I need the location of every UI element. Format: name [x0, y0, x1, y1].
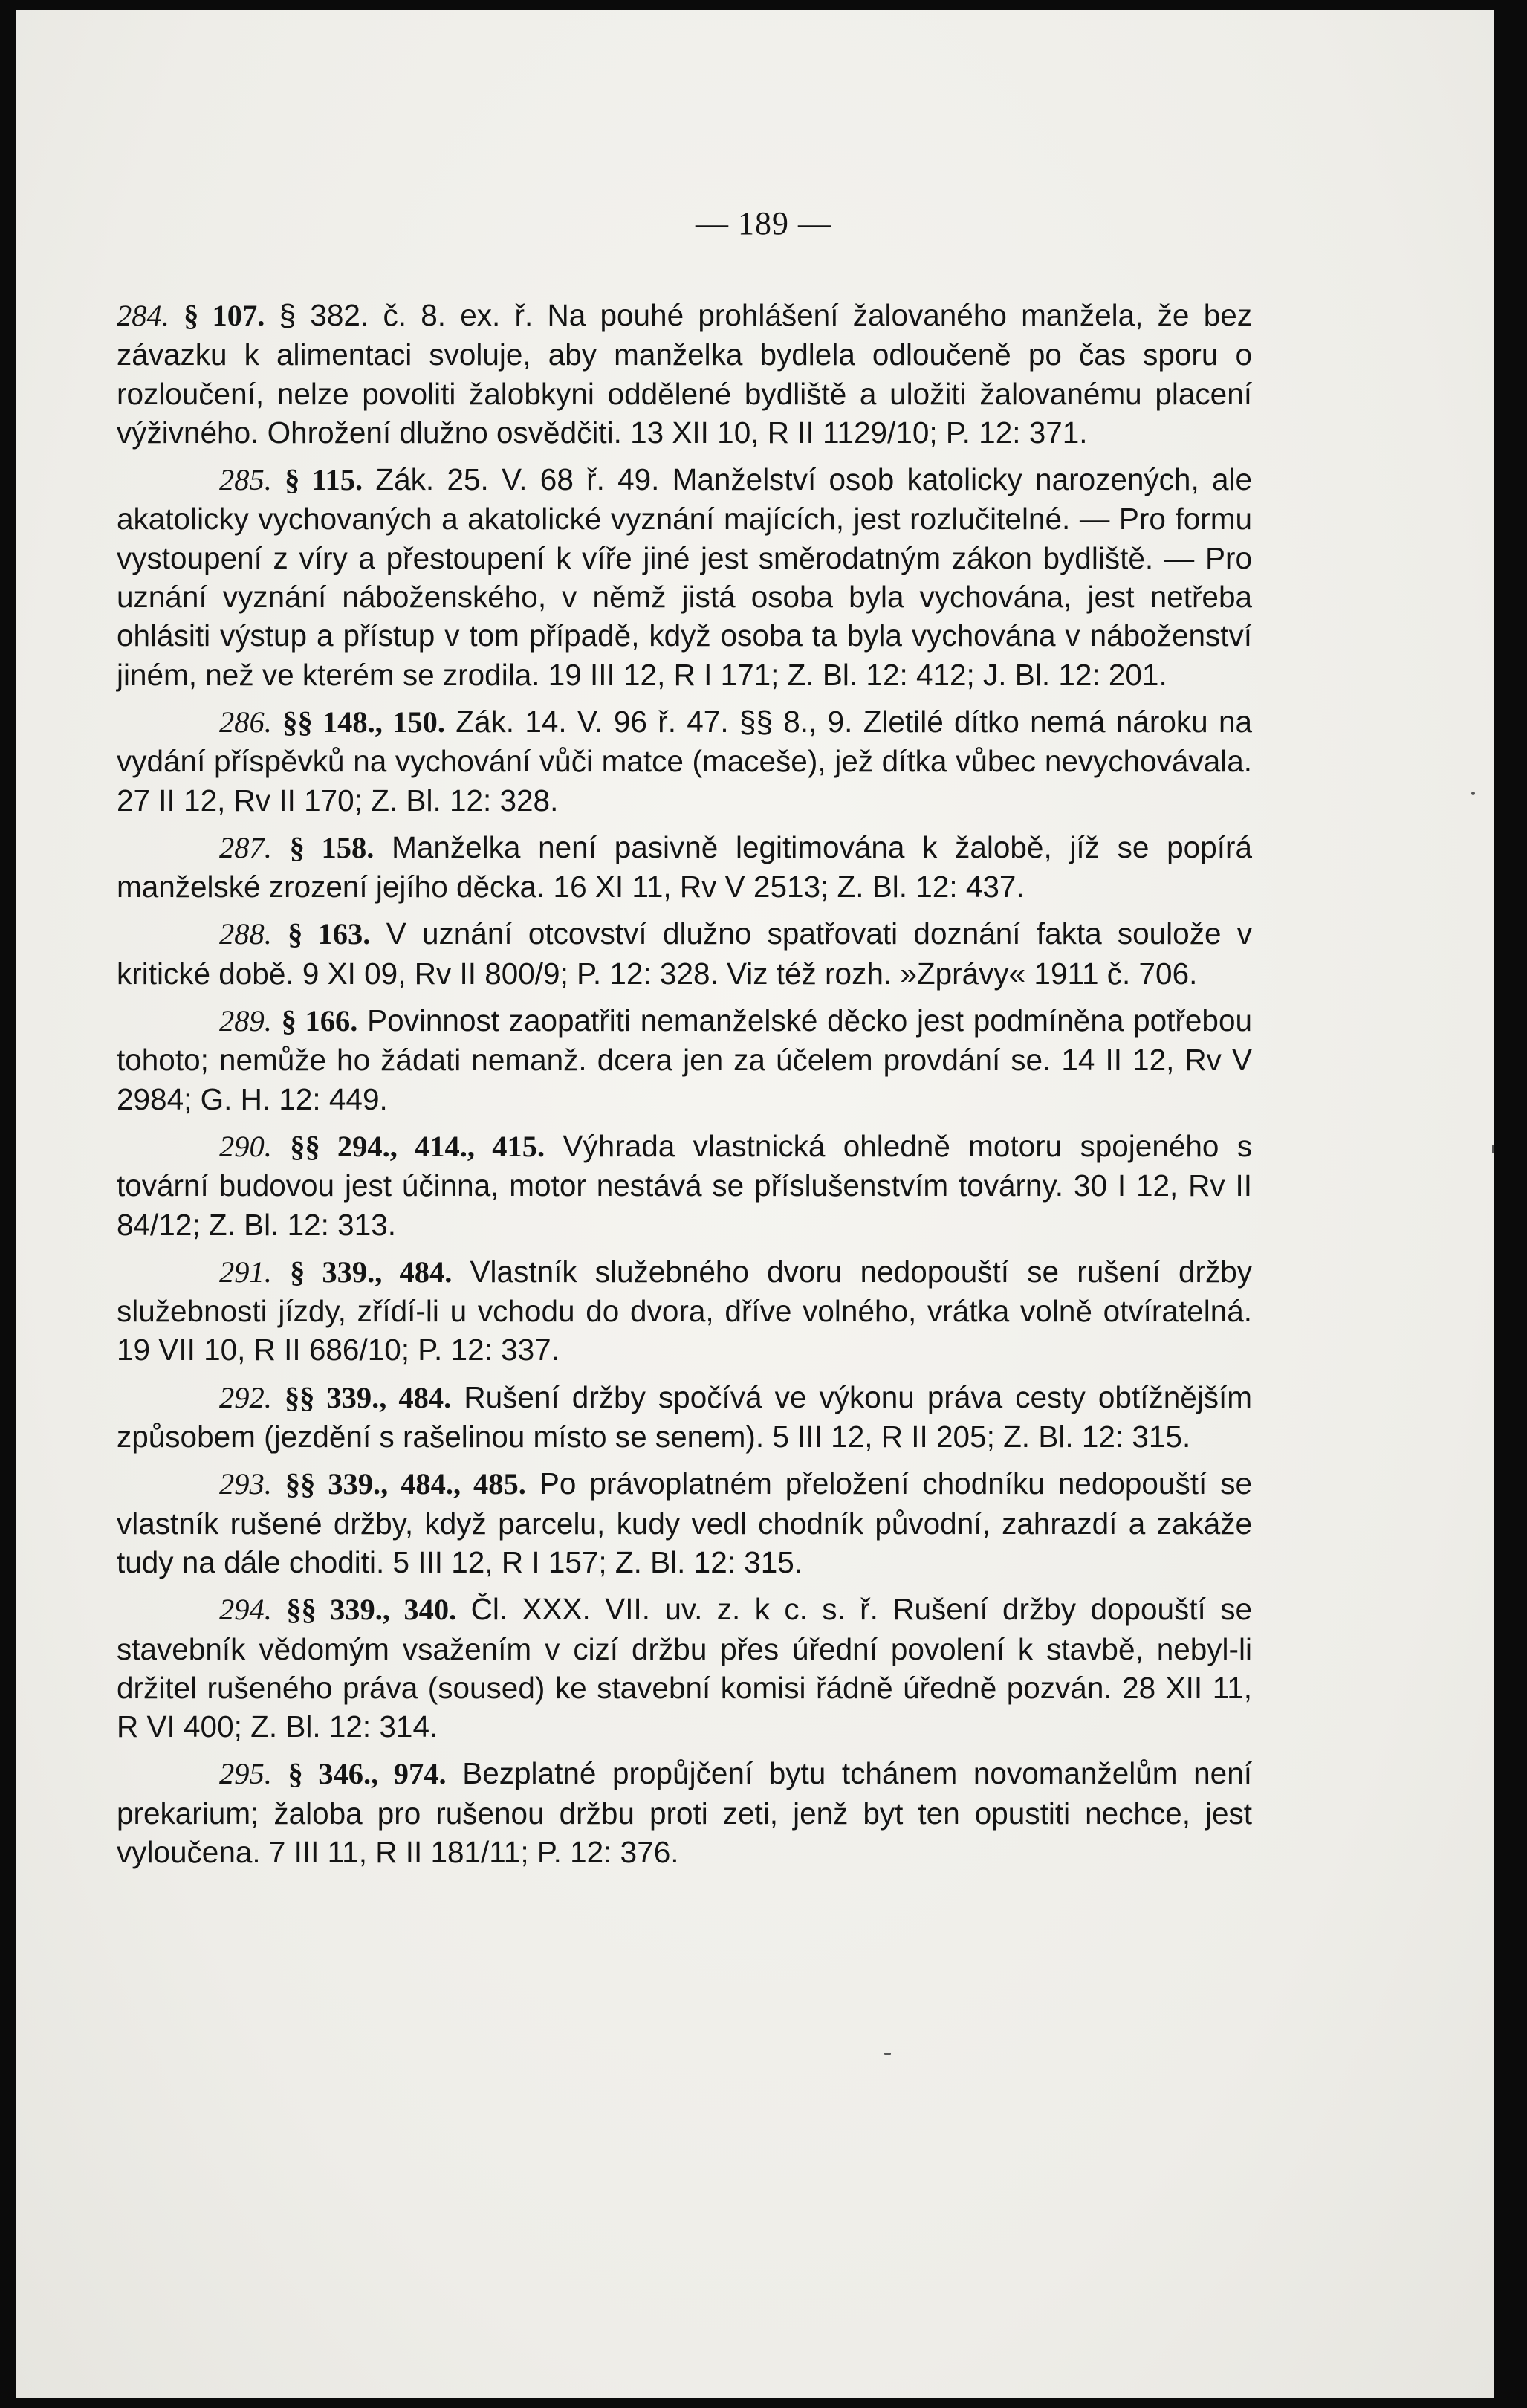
entry-section-ref: § 107. [184, 299, 265, 332]
entry-287 [117, 828, 1252, 907]
entry-284 [117, 296, 1252, 452]
entry-number: 285. [219, 463, 272, 497]
entry-number: 294. [219, 1593, 272, 1627]
entry-292 [117, 1378, 1252, 1457]
entry-section-ref: §§ 294., 414., 415. [290, 1129, 545, 1163]
entry-text: Po právoplatném přeložení chodníku nedopouští se vlastník rušené držby, když parcelu, kudy vedl chodník původní, zahrazdí a zakáže tudy na dále choditi. 5 III 12, R I 157; Z. Bl. 12: 315. [117, 1466, 1252, 1579]
entry-285 [117, 460, 1252, 694]
entry-288 [117, 914, 1252, 993]
entry-number: 290. [219, 1129, 272, 1163]
entry-text: Zák. 14. V. 96 ř. 47. §§ 8., 9. Zletilé dítko nemá nároku na vydání příspěvků na vychování vůči matce (maceše), jež dítka vůbec nevychovávala. 27 II 12, Rv II 170; Z. Bl. 12: 328. [117, 704, 1252, 818]
entry-section-ref: §§ 339., 484. [284, 1380, 452, 1414]
entry-text: Zák. 25. V. 68 ř. 49. Manželství osob katolicky narozených, ale akatolicky vychovaných a akatolické vyznání majících, jest rozlučitelné. — Pro formu vystoupení z víry a přestoupení k víře jiné jest směrodatným zákon bydliště. — Pro uznání vyznání náboženského, v němž jistá osoba byla vychována, jest netřeba ohlásiti výstup a přístup v tom případě, když osoba ta byla vychována v náboženství jiném, než ve kterém se zrodila. 19 III 12, R I 171; Z. Bl. 12: 412; J. Bl. 12: 201. [117, 462, 1252, 692]
entries-block [117, 296, 1252, 1880]
entry-286 [117, 702, 1252, 820]
entry-number: 292. [219, 1380, 272, 1414]
entry-text: § 382. č. 8. ex. ř. Na pouhé prohlášení žalovaného manžela, že bez závazku k alimentaci svoluje, aby manželka bydlela odloučeně po čas sporu o rozloučení, nelze povoliti žalobkyni oddělené bydliště a uložiti žalovanému placení výživného. Ohrožení dlužno osvědčiti. 13 XII 10, R II 1129/10; P. 12: 371. [117, 298, 1252, 450]
entry-294 [117, 1590, 1252, 1746]
entry-291 [117, 1252, 1252, 1370]
entry-290 [117, 1127, 1252, 1244]
scan-speck [884, 2053, 891, 2055]
entry-289 [117, 1001, 1252, 1119]
entry-section-ref: § 115. [285, 463, 363, 497]
entry-section-ref: § 158. [289, 830, 375, 864]
entry-text: Povinnost zaopatřiti nemanželské děcko jest podmíněna potřebou tohoto; nemůže ho žádati nemanž. dcera jen za účelem provdání se. 14 II 12, Rv V 2984; G. H. 12: 449. [117, 1003, 1252, 1116]
entry-text: Výhrada vlastnická ohledně motoru spojeného s tovární budovou jest účinna, motor nestává se příslušenstvím továrny. 30 I 12, Rv II 84/12; Z. Bl. 12: 313. [117, 1128, 1252, 1242]
entry-section-ref: §§ 339., 340. [286, 1593, 457, 1627]
entry-295 [117, 1754, 1252, 1871]
scan-speck [1492, 1145, 1494, 1153]
scan-speck [1471, 792, 1475, 795]
entry-text: Rušení držby spočívá ve výkonu práva cesty obtížnějším způsobem (jezdění s rašelinou místo se senem). 5 III 12, R II 205; Z. Bl. 12: 315. [117, 1379, 1252, 1454]
entry-text: Manželka není pasivně legitimována k žalobě, jíž se popírá manželské zrození jejího děcka. 16 XI 11, Rv V 2513; Z. Bl. 12: 437. [117, 829, 1252, 904]
entry-section-ref: §§ 148., 150. [282, 705, 445, 739]
entry-section-ref: § 166. [281, 1004, 358, 1038]
entry-number: 291. [219, 1255, 272, 1289]
entry-number: 284. [117, 299, 169, 332]
entry-text: Bezplatné propůjčení bytu tchánem novomanželům není prekarium; žaloba pro rušenou držbu proti zeti, jenž byt ten opustiti nechce, jest vyloučena. 7 III 11, R II 181/11; P. 12: 376. [117, 1756, 1252, 1869]
entry-number: 287. [219, 830, 272, 864]
entry-293 [117, 1464, 1252, 1582]
entry-text: V uznání otcovství dlužno spatřovati doznání fakta soulože v kritické době. 9 XI 09, Rv II 800/9; P. 12: 328. Viz též rozh. »Zprávy« 1911 č. 706. [117, 916, 1253, 991]
entry-number: 289. [219, 1004, 272, 1038]
entry-number: 295. [219, 1757, 272, 1791]
entry-text: Čl. XXX. VII. uv. z. k c. s. ř. Rušení držby dopouští se stavebník vědomým vsažením v cizí držbu přes úřední povolení k stavbě, nebyl-li držitel rušeného práva (soused) ke stavební komisi řádně úředně pozván. 28 XII 11, R VI 400; Z. Bl. 12: 314. [117, 1592, 1252, 1744]
entry-number: 288. [219, 917, 272, 951]
entry-number: 293. [219, 1467, 272, 1501]
entry-section-ref: § 346., 974. [288, 1757, 447, 1791]
entry-section-ref: § 163. [288, 917, 371, 951]
entry-section-ref: §§ 339., 484., 485. [285, 1467, 526, 1501]
page-number: — 189 — [696, 205, 831, 242]
entry-section-ref: § 339., 484. [290, 1255, 453, 1289]
entry-text: Vlastník služebného dvoru nedopouští se rušení držby služebnosti jízdy, zřídí-li u vchodu do dvora, dříve volného, vrátka volně otvíratelná. 19 VII 10, R II 686/10; P. 12: 337. [117, 1254, 1252, 1368]
entry-number: 286. [219, 705, 272, 739]
